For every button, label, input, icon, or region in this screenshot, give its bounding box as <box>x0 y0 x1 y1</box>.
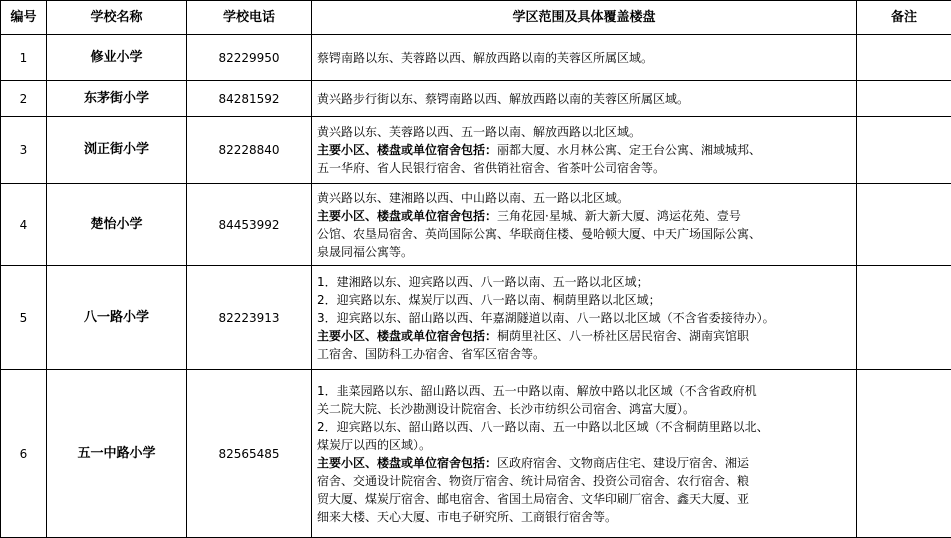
district-scope <box>312 370 857 538</box>
scope-line <box>317 418 851 436</box>
remark <box>857 184 951 266</box>
scope-line-text: 黄兴路步行街以东、蔡锷南路以西、解放西路以南的芙蓉区所属区域。 <box>317 91 690 106</box>
scope-line-text: 工宿舍、国防科工办宿舍、省军区宿舍等。 <box>317 346 546 361</box>
scope-line-text: 1．韭菜园路以东、韶山路以西、五一中路以南、解放中路以北区域（不含省政府机 <box>317 383 757 398</box>
district-scope <box>312 266 857 370</box>
scope-line <box>317 472 851 490</box>
scope-line <box>317 454 851 472</box>
remark <box>857 370 951 538</box>
school-name: 浏正街小学 <box>47 117 187 184</box>
scope-line <box>317 309 851 327</box>
scope-line-text: 五一华府、省人民银行宿舍、省供销社宿舍、省茶叶公司宿舍等。 <box>317 161 666 175</box>
district-scope <box>312 35 857 81</box>
scope-line-text: 2．迎宾路以东、煤炭厅以西、八一路以南、桐荫里路以北区域； <box>317 292 661 307</box>
row-number: 1 <box>1 35 47 81</box>
header-school-phone: 学校电话 <box>187 1 312 35</box>
school-phone: 84281592 <box>187 81 312 117</box>
scope-line-text: 细来大楼、天心大厦、市电子研究所、工商银行宿舍等。 <box>317 509 618 524</box>
scope-line <box>317 490 851 508</box>
scope-line <box>317 123 851 141</box>
scope-line <box>317 141 851 159</box>
row-number: 3 <box>1 117 47 184</box>
school-name: 楚怡小学 <box>47 184 187 266</box>
school-phone: 82228840 <box>187 117 312 184</box>
scope-line <box>317 243 851 261</box>
scope-line-text: 丽都大厦、水月林公寓、定王台公寓、湘域城邦、 <box>497 143 762 157</box>
scope-line-text: 区政府宿舍、文物商店住宅、建设厅宿舍、湘运 <box>497 455 750 470</box>
school-phone: 82565485 <box>187 370 312 538</box>
scope-line <box>317 273 851 291</box>
row-number: 2 <box>1 81 47 117</box>
scope-line-text: 关二院大院、长沙勘测设计院宿舍、长沙市纺织公司宿舍、鸿富大厦）。 <box>317 401 696 416</box>
remark <box>857 35 951 81</box>
scope-line-text: 泉晟同福公寓等。 <box>317 244 414 259</box>
scope-line <box>317 400 851 418</box>
row-number: 6 <box>1 370 47 538</box>
scope-line-text: 煤炭厅以西的区域）。 <box>317 437 432 452</box>
district-scope <box>312 117 857 184</box>
school-phone: 82229950 <box>187 35 312 81</box>
school-phone: 82223913 <box>187 266 312 370</box>
scope-line <box>317 382 851 400</box>
scope-line <box>317 225 851 243</box>
table-row <box>1 117 951 184</box>
scope-line <box>317 345 851 363</box>
table-body <box>1 35 951 538</box>
header-school-name: 学校名称 <box>47 1 187 35</box>
scope-line <box>317 291 851 309</box>
scope-line-text: 2．迎宾路以东、韶山路以西、八一路以南、五一中路以北区域（不含桐荫里路以北、 <box>317 419 769 434</box>
district-scope <box>312 81 857 117</box>
table-row <box>1 81 951 117</box>
header-district-scope: 学区范围及具体覆盖楼盘 <box>312 1 857 35</box>
table-row <box>1 35 951 81</box>
remark <box>857 266 951 370</box>
remark <box>857 117 951 184</box>
school-name: 五一中路小学 <box>47 370 187 538</box>
row-number: 4 <box>1 184 47 266</box>
scope-line <box>317 49 851 67</box>
table-row <box>1 370 951 538</box>
scope-line-text: 黄兴路以东、建湘路以西、中山路以南、五一路以北区域。 <box>317 190 630 205</box>
scope-line-lead: 主要小区、楼盘或单位宿舍包括： <box>317 208 498 223</box>
district-scope <box>312 184 857 266</box>
remark <box>857 81 951 117</box>
scope-line <box>317 327 851 345</box>
scope-line-text: 桐荫里社区、八一桥社区居民宿舍、湖南宾馆职 <box>497 328 750 343</box>
scope-line <box>317 436 851 454</box>
scope-line-text: 蔡锷南路以东、芙蓉路以西、解放西路以南的芙蓉区所属区域。 <box>317 50 654 65</box>
scope-line <box>317 159 851 177</box>
school-name: 东茅街小学 <box>47 81 187 117</box>
scope-line <box>317 207 851 225</box>
scope-line-text: 宿舍、交通设计院宿舍、物资厅宿舍、统计局宿舍、投资公司宿舍、农行宿舍、粮 <box>317 473 750 488</box>
scope-line <box>317 189 851 207</box>
scope-line-text: 公馆、农垦局宿舍、英尚国际公寓、华联商住楼、曼哈顿大厦、中天广场国际公寓、 <box>317 226 762 241</box>
table-row <box>1 184 951 266</box>
scope-line-lead: 主要小区、楼盘或单位宿舍包括： <box>317 143 498 157</box>
school-phone: 84453992 <box>187 184 312 266</box>
scope-line-lead: 主要小区、楼盘或单位宿舍包括： <box>317 455 498 470</box>
row-number: 5 <box>1 266 47 370</box>
header-no: 编号 <box>1 1 47 35</box>
scope-line-text: 三角花园·星城、新大新大厦、鸿运花苑、壹号 <box>497 208 741 223</box>
school-name: 修业小学 <box>47 35 187 81</box>
scope-line-text: 黄兴路以东、芙蓉路以西、五一路以南、解放西路以北区域。 <box>317 125 642 139</box>
scope-line-text: 3．迎宾路以东、韶山路以西、年嘉湖隧道以南、八一路以北区域（不含省委接待办）。 <box>317 310 775 325</box>
scope-line <box>317 508 851 526</box>
header-row <box>1 1 951 35</box>
table-row <box>1 266 951 370</box>
scope-line-text: 贸大厦、煤炭厅宿舍、邮电宿舍、省国土局宿舍、文华印刷厂宿舍、鑫天大厦、亚 <box>317 491 750 506</box>
scope-line <box>317 90 851 108</box>
header-remark: 备注 <box>857 1 951 35</box>
scope-line-text: 1．建湘路以东、迎宾路以西、八一路以南、五一路以北区域； <box>317 274 649 289</box>
school-name: 八一路小学 <box>47 266 187 370</box>
scope-line-lead: 主要小区、楼盘或单位宿舍包括： <box>317 328 498 343</box>
